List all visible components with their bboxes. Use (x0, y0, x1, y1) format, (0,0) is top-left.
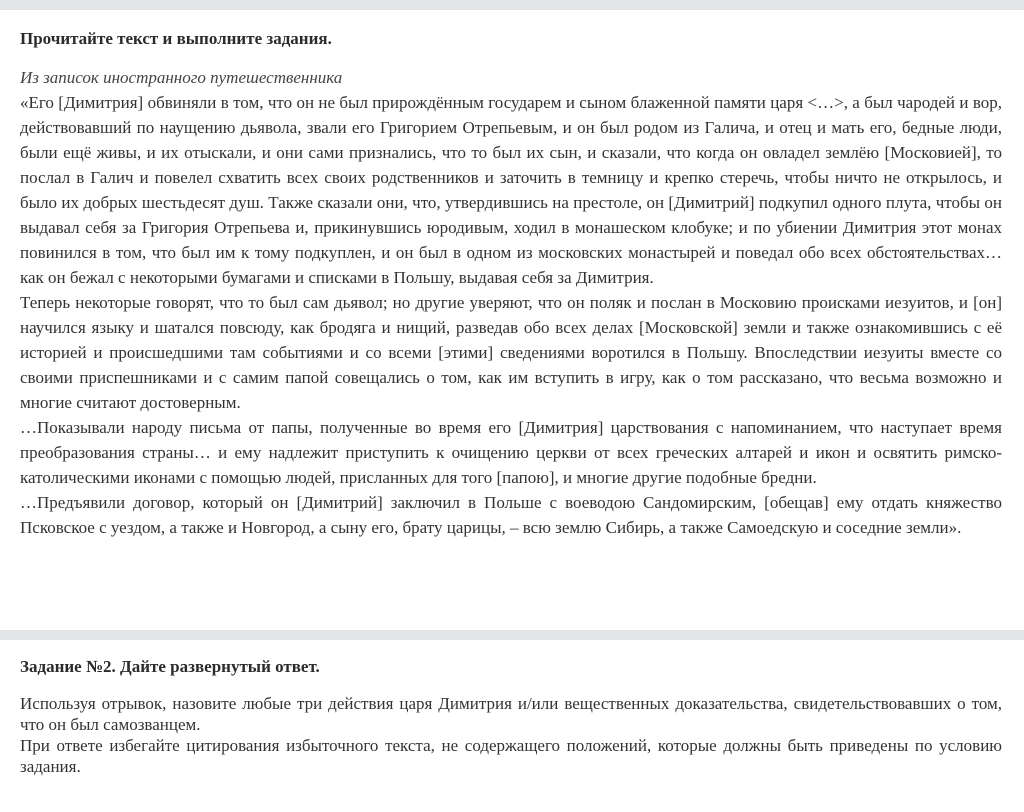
text-paragraph: …Предъявили договор, который он [Димитрий] заключил в Польше с воеводою Сандомирским, [обещав] ему отдать княжество Псковское с уездом, а также и Новгород, а сыну его, брату царицы, – всю землю Сибирь, а также Самоедскую и соседние земли». (20, 493, 1002, 537)
task-instruction: При ответе избегайте цитирования избыточного текста, не содержащего положений, которые должны быть приведены по условию задания. (20, 736, 1002, 776)
task-heading: Задание №2. Дайте развернутый ответ. (20, 657, 320, 676)
section-divider-band (0, 630, 1024, 640)
reading-heading: Прочитайте текст и выполните задания. (20, 29, 332, 48)
reading-section (20, 27, 1002, 540)
text-paragraph: …Показывали народу письма от папы, полученные во время его [Димитрия] царствования с напоминанием, что наступает время преобразования страны… и ему надлежит приступить к очищению церкви от всех греческих алтарей и икон и освятить римско-католическими иконами с помощью людей, присланных для того [папою], и многие другие подобные бредни. (20, 418, 1002, 487)
text-paragraph: Теперь некоторые говорят, что то был сам дьявол; но другие уверяют, что он поляк и послан в Московию происками иезуитов, и [он] научился языку и шатался повсюду, как бродяга и нищий, разведав обо всех делах [Московской] земли и также ознакомившись с её историей и происшедшими там событиями и со всеми [этими] сведениями воротился в Польшу. Впоследствии иезуиты вместе со своими приспешниками и с самим папой совещались о том, как им вступить в игру, как о том рассказано, что весьма возможно и многие считают достоверным. (20, 293, 1002, 412)
task-section (20, 655, 1002, 777)
task-instruction: Используя отрывок, назовите любые три действия царя Димитрия и/или вещественных доказательства, свидетельствовавших о том, что он был самозванцем. (20, 694, 1002, 734)
source-caption: Из записок иностранного путешественника (20, 68, 343, 87)
text-paragraph: «Его [Димитрия] обвиняли в том, что он не был прирождённым государем и сыном блаженной памяти царя <…>, а был чародей и вор, действовавший по наущению дьявола, звали его Григорием Отрепьевым, и он был родом из Галича, и отец и мать его, бедные люди, были ещё живы, и их отыскали, и они сами признались, что то был их сын, и сказали, что когда он овладел землёю [Московией], то послал в Галич и повелел схватить всех своих родственников и заточить в темницу и крепко стеречь, чтобы ничто не открылось, и было их добрых шестьдесят душ. Также сказали они, что, утвердившись на престоле, он [Димитрий] подкупил одного плута, чтобы он выдавал себя за Григория Отрепьева и, прикинувшись юродивым, ходил в монашеском клобуке; и по убиении Димитрия этот монах повинился в том, что был им к тому подкуплен, и он был в одном из московских монастырей и поведал обо всех обстоятельствах… как он бежал с некоторыми бумагами и списками в Польшу, выдавая себя за Димитрия. (20, 93, 1002, 287)
top-divider-band (0, 0, 1024, 10)
